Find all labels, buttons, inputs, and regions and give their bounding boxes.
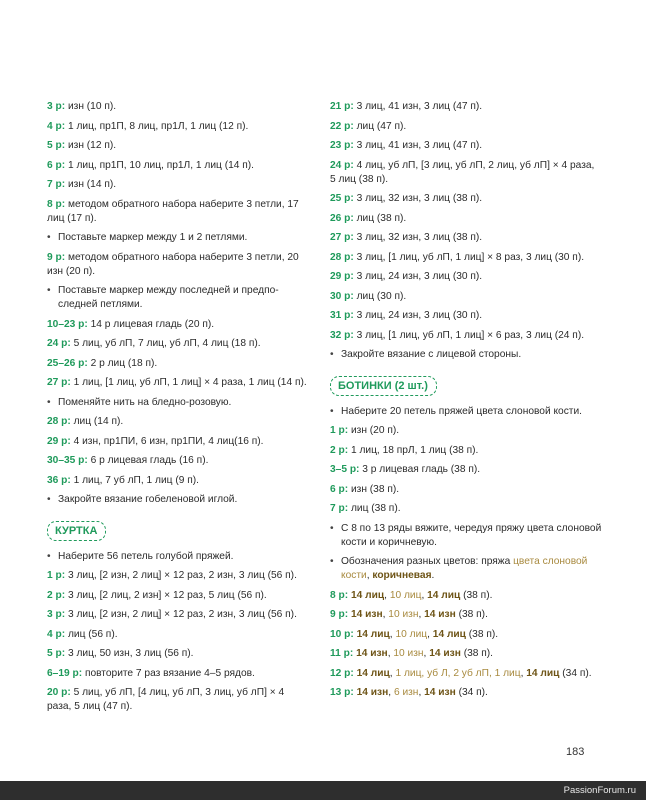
boots-row-1: 1 р: изн (20 п). — [330, 425, 400, 436]
row-22: 22 р: лиц (47 п). — [330, 120, 407, 132]
row-8: 8 р: методом обратного набора наберите 3 петли, 17 лиц (17 п). — [47, 198, 299, 224]
bullet-color-legend: • Обозначения разных цветов: пряжа цвета слоновой кости, коричневая. — [330, 555, 602, 583]
jacket-row-4: 4 р: лиц (56 п). — [47, 628, 118, 640]
bullet-marker-2: • Поставьте маркер между последней и предпоследней петлями. — [47, 284, 309, 312]
jacket-row-2: 2 р: 3 лиц, [2 лиц, 2 изн] × 12 раз, 5 лиц (56 п). — [47, 589, 267, 601]
boots-row-11: 11 р: 14 изн, 10 изн, 14 изн (38 п). — [330, 648, 493, 659]
boots-row-10: 10 р: 14 лиц, 10 лиц, 14 лиц (38 п). — [330, 628, 499, 640]
footer-bar — [0, 781, 646, 800]
row-4: 4 р: 1 лиц, пр1П, 8 лиц, пр1Л, 1 лиц (12 п). — [47, 120, 249, 132]
bullet-jacket-cast-on: • Наберите 56 петель голубой пряжей. — [47, 550, 309, 564]
bullet-marker-1: • Поставьте маркер между 1 и 2 петлями. — [47, 231, 309, 245]
row-24: 24 р: 5 лиц, уб лП, 7 лиц, уб лП, 4 лиц (18 п). — [47, 338, 261, 349]
boots-row-13: 13 р: 14 изн, 6 изн, 14 изн (34 п). — [330, 687, 488, 698]
row-9: 9 р: методом обратного набора наберите 3 петли, 20 изн (20 п). — [47, 251, 299, 277]
row-27-jacket: 27 р: 3 лиц, 32 изн, 3 лиц (38 п). — [330, 232, 483, 243]
left-column — [47, 100, 309, 720]
row-30-jacket: 30 р: лиц (30 п). — [330, 290, 407, 302]
boots-row-2: 2 р: 1 лиц, 18 прЛ, 1 лиц (38 п). — [330, 444, 479, 456]
footer-watermark: PassionForum.ru — [563, 785, 636, 796]
row-29: 29 р: 4 изн, пр1ПИ, 6 изн, пр1ПИ, 4 лиц(16 п). — [47, 435, 264, 447]
section-header-boots: БОТИНКИ (2 шт.) — [330, 376, 437, 396]
bullet-alternate-yarn: • С 8 по 13 ряды вяжите, чередуя пряжу цвета слоновой кости и коричневую. — [330, 522, 602, 550]
row-26-jacket: 26 р: лиц (38 п). — [330, 212, 407, 224]
row-36: 36 р: 1 лиц, 7 уб лП, 1 лиц (9 п). — [47, 474, 199, 486]
row-25-jacket: 25 р: 3 лиц, 32 изн, 3 лиц (38 п). — [330, 193, 483, 204]
bullet-close-front: • Закройте вязание с лицевой стороны. — [330, 348, 602, 362]
jacket-row-6-19: 6–19 р: повторите 7 раз вязание 4–5 рядов. — [47, 667, 255, 679]
row-28-jacket: 28 р: 3 лиц, [1 лиц, уб лП, 1 лиц] × 8 раз, 3 лиц (30 п). — [330, 251, 585, 263]
row-32-jacket: 32 р: 3 лиц, [1 лиц, уб лП, 1 лиц] × 6 раз, 3 лиц (24 п). — [330, 329, 585, 341]
row-5: 5 р: изн (12 п). — [47, 140, 117, 151]
boots-row-9: 9 р: 14 изн, 10 изн, 14 изн (38 п). — [330, 609, 488, 620]
boots-row-8: 8 р: 14 лиц, 10 лиц, 14 лиц (38 п). — [330, 589, 493, 601]
row-10-23: 10–23 р: 14 р лицевая гладь (20 п). — [47, 318, 215, 330]
row-23: 23 р: 3 лиц, 41 изн, 3 лиц (47 п). — [330, 140, 483, 151]
bullet-boots-cast-on: • Наберите 20 петель пряжей цвета слоновой кости. — [330, 405, 602, 419]
row-30-35: 30–35 р: 6 р лицевая гладь (16 п). — [47, 455, 209, 466]
boots-row-6: 6 р: изн (38 п). — [330, 483, 400, 495]
row-3: 3 р: изн (10 п). — [47, 101, 117, 112]
boots-row-7: 7 р: лиц (38 п). — [330, 503, 401, 514]
jacket-row-20: 20 р: 5 лиц, уб лП, [4 лиц, уб лП, 3 лиц, уб лП] × 4 раза, 5 лиц (47 п). — [47, 687, 285, 712]
row-21: 21 р: 3 лиц, 41 изн, 3 лиц (47 п). — [330, 101, 483, 112]
bullet-change-yarn: • Поменяйте нить на бледно-розовую. — [47, 396, 309, 410]
row-29-jacket: 29 р: 3 лиц, 24 изн, 3 лиц (30 п). — [330, 271, 483, 282]
page-number: 183 — [566, 746, 585, 758]
row-31-jacket: 31 р: 3 лиц, 24 изн, 3 лиц (30 п). — [330, 310, 483, 321]
row-28: 28 р: лиц (14 п). — [47, 416, 124, 427]
row-7: 7 р: изн (14 п). — [47, 179, 117, 190]
boots-row-12: 12 р: 14 лиц, 1 лиц, уб Л, 2 уб лП, 1 лиц, 14 лиц (34 п). — [330, 667, 592, 679]
jacket-row-1: 1 р: 3 лиц, [2 изн, 2 лиц] × 12 раз, 2 изн, 3 лиц (56 п). — [47, 570, 297, 581]
boots-row-3-5: 3–5 р: 3 р лицевая гладь (38 п). — [330, 464, 481, 475]
bullet-close-work: • Закройте вязание гобеленовой иглой. — [47, 493, 309, 507]
row-25-26: 25–26 р: 2 р лиц (18 п). — [47, 357, 158, 369]
right-column — [330, 100, 602, 706]
row-6: 6 р: 1 лиц, пр1П, 10 лиц, пр1Л, 1 лиц (14 п). — [47, 159, 254, 171]
jacket-row-3: 3 р: 3 лиц, [2 изн, 2 лиц] × 12 раз, 2 изн, 3 лиц (56 п). — [47, 609, 297, 620]
section-header-jacket: КУРТКА — [47, 521, 106, 541]
row-24-jacket: 24 р: 4 лиц, уб лП, [3 лиц, уб лП, 2 лиц, уб лП] × 4 раза, 5 лиц (38 п). — [330, 159, 595, 185]
jacket-row-5: 5 р: 3 лиц, 50 изн, 3 лиц (56 п). — [47, 648, 194, 659]
row-27: 27 р: 1 лиц, [1 лиц, уб лП, 1 лиц] × 4 раза, 1 лиц (14 п). — [47, 377, 307, 388]
